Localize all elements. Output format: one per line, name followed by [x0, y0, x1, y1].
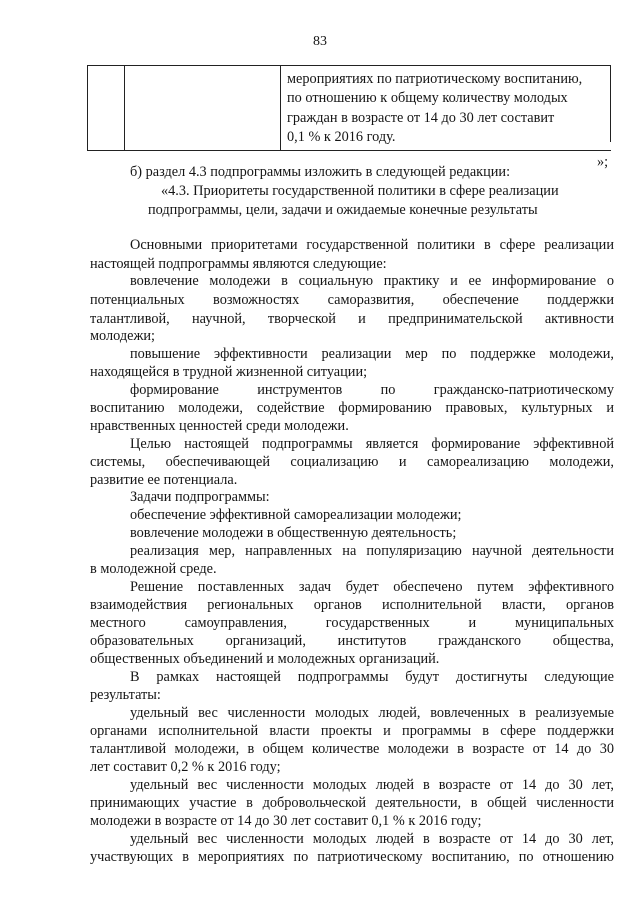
text-line: формирование инструментов по гражданско-патриотическому: [130, 382, 614, 398]
table-cell-line: граждан в возрасте от 14 до 30 лет составит: [287, 109, 555, 126]
text-line: потенциальных возможностях саморазвития, обеспечение поддержки: [90, 292, 614, 308]
text-line: Основными приоритетами государственной политики в сфере реализации: [130, 237, 614, 253]
text-line: талантливой молодежи, в общем количестве молодежи в возрасте от 14 до 30: [90, 741, 614, 757]
text-line: молодежи;: [90, 328, 155, 344]
text-line: повышение эффективности реализации мер по поддержке молодежи,: [130, 346, 614, 362]
text-line: удельный вес численности молодых людей в возрасте от 14 до 30 лет,: [130, 777, 614, 793]
text-line: образовательных организаций, институтов гражданского общества,: [90, 633, 614, 649]
text-line: молодежи в возрасте от 14 до 30 лет составит 0,1 % к 2016 году;: [90, 813, 482, 829]
table-cell-line: мероприятиях по патриотическому воспитанию,: [287, 71, 583, 87]
text-line: б) раздел 4.3 подпрограммы изложить в следующей редакции:: [130, 164, 511, 180]
text-line: вовлечение молодежи в общественную деятельность;: [130, 525, 457, 541]
text-line: принимающих участие в добровольческой деятельности, в общей численности: [90, 795, 614, 811]
text-line: участвующих в мероприятиях по патриотическому воспитанию, по отношению: [90, 849, 614, 865]
text-line: взаимодействия региональных органов исполнительной власти, органов: [90, 597, 614, 613]
text-line: «4.3. Приоритеты государственной политики в сфере реализации: [161, 183, 559, 199]
text-line: Задачи подпрограммы:: [130, 489, 270, 505]
text-line: Целью настоящей подпрограммы является формирование эффективной: [130, 436, 614, 452]
text-line: В рамках настоящей подпрограммы будут достигнуты следующие: [130, 669, 614, 685]
closing-quote: »;: [597, 154, 609, 170]
text-line: талантливой, научной, творческой и предпринимательской активности: [90, 311, 614, 327]
text-line: местного самоуправления, государственных и муниципальных: [90, 615, 614, 631]
text-line: воспитанию молодежи, содействие формированию правовых, культурных и: [90, 400, 614, 416]
text-line: нравственных ценностей среди молодежи.: [90, 418, 349, 434]
table-cell-indicator: [287, 70, 605, 147]
text-line: общественных объединений и молодежных организаций.: [90, 651, 440, 667]
page-number: 83: [313, 34, 327, 49]
text-line: обеспечение эффективной самореализации молодежи;: [130, 507, 462, 523]
text-line: подпрограммы, цели, задачи и ожидаемые конечные результаты: [148, 202, 538, 218]
continuation-table: [87, 65, 611, 151]
text-line: системы, обеспечивающей социализацию и самореализацию молодежи,: [90, 454, 614, 470]
table-column-divider: [280, 66, 281, 150]
text-line: развитие ее потенциала.: [90, 472, 238, 488]
text-line: Решение поставленных задач будет обеспечено путем эффективного: [130, 579, 614, 595]
text-line: вовлечение молодежи в социальную практику и ее информирование о: [130, 273, 614, 289]
text-line: находящейся в трудной жизненной ситуации;: [90, 364, 368, 380]
text-line: лет составит 0,2 % к 2016 году;: [90, 759, 281, 775]
table-cell-line: 0,1 % к 2016 году.: [287, 128, 396, 145]
text-line: удельный вес численности молодых людей в возрасте от 14 до 30 лет,: [130, 831, 614, 847]
text-line: в молодежной среде.: [90, 561, 217, 577]
text-line: реализация мер, направленных на популяризацию научной деятельности: [130, 543, 614, 559]
table-cell-line: по отношению к общему количеству молодых: [287, 90, 568, 107]
text-line: удельный вес численности молодых людей, вовлеченных в реализуемые: [130, 705, 614, 721]
text-line: органами исполнительной власти проекты и программы в сфере поддержки: [90, 723, 614, 739]
table-column-divider: [124, 66, 125, 150]
text-line: результаты:: [90, 687, 161, 703]
table-column-divider: [610, 66, 611, 142]
text-line: настоящей подпрограммы являются следующие:: [90, 256, 387, 272]
